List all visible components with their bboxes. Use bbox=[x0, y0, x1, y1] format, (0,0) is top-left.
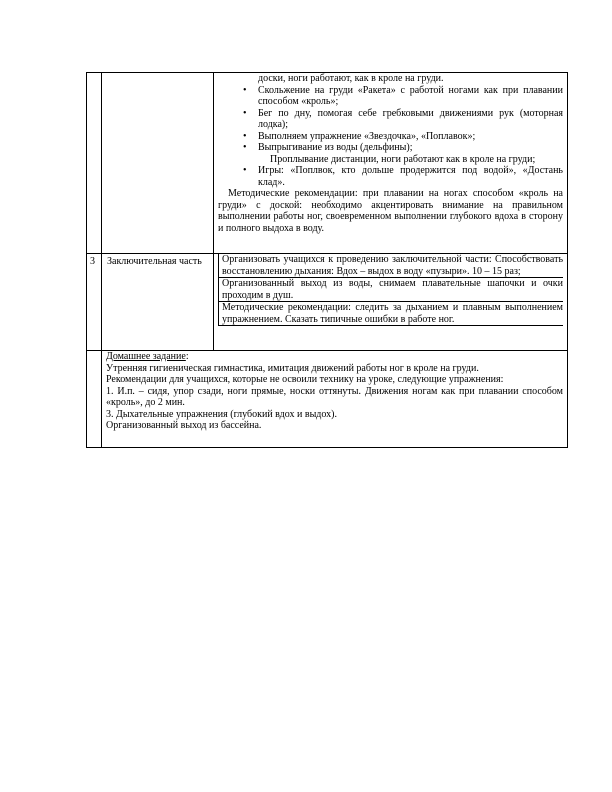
table-row bbox=[87, 350, 567, 447]
row-number-cell bbox=[87, 351, 102, 447]
method-recommendations: Методические рекомендации: следить за дыханием и плавным выполнением упражнением. Сказать типичные ошибки в работе ног. bbox=[218, 302, 563, 326]
homework-heading: Домашнее задание: bbox=[106, 351, 189, 362]
table-row bbox=[87, 253, 567, 350]
games-list bbox=[218, 165, 563, 188]
list-item: • Выпрыгивание из воды (дельфины); bbox=[218, 142, 563, 154]
content-cell bbox=[214, 254, 567, 350]
list-item: • Бег по дну, помогая себе гребковыми движениями рук (моторная лодка); bbox=[218, 108, 563, 131]
row-number-cell: 3 bbox=[87, 254, 102, 350]
list-item: • Выполняем упражнение «Звездочка», «Поплавок»; bbox=[218, 131, 563, 143]
homework-title: Домашнее задание bbox=[106, 351, 186, 362]
homework-line: 1. И.п. – сидя, упор сзади, ноги прямые, носки оттянуты. Движения ногам как при плавании способом «кроль», до 2 мин. bbox=[106, 385, 563, 408]
method-recommendations: Методические рекомендации: при плавании на ногах способом «кроль на груди» с доской: необходимо акцентировать внимание на правильном выполнении работы ног, своевременном выполнении глубокого вдоха в сторону и полного выдоха в воду. bbox=[218, 188, 563, 234]
part-cell bbox=[102, 73, 214, 253]
lesson-table bbox=[86, 72, 568, 448]
exit-text: Организованный выход из воды, снимаем плавательные шапочки и очки проходим в душ. bbox=[218, 278, 563, 302]
swim-line: Проплывание дистанции, ноги работают как в кроле на груди; bbox=[270, 153, 536, 165]
continued-line: доски, ноги работают, как в кроле на груди. bbox=[258, 73, 444, 84]
homework-line: Рекомендации для учащихся, которые не освоили технику на уроке, следующие упражнения: bbox=[106, 374, 504, 385]
part-cell: Заключительная часть bbox=[102, 254, 214, 350]
table-row bbox=[87, 73, 567, 253]
homework-cell bbox=[102, 351, 567, 447]
content-cell bbox=[214, 73, 567, 253]
final-part-text: Организовать учащихся к проведению заключительной части: Способствовать восстановлению дыхания: Вдох – выдох в воду «пузыри». 10 – 15 раз; bbox=[218, 254, 563, 278]
list-item: • Скольжение на груди «Ракета» с работой ногами как при плавании способом «кроль»; bbox=[218, 85, 563, 108]
homework-line: Организованный выход из бассейна. bbox=[106, 420, 262, 431]
row-number-cell bbox=[87, 73, 102, 253]
exercise-list bbox=[218, 85, 563, 154]
homework-line: 3. Дыхательные упражнения (глубокий вдох и выдох). bbox=[106, 408, 337, 420]
homework-line: Утренняя гигиеническая гимнастика, имитация движений работы ног в кроле на груди. bbox=[106, 362, 479, 374]
list-item: • Игры: «Поплвок, кто дольше продержится под водой», «Достань клад». bbox=[218, 165, 563, 188]
